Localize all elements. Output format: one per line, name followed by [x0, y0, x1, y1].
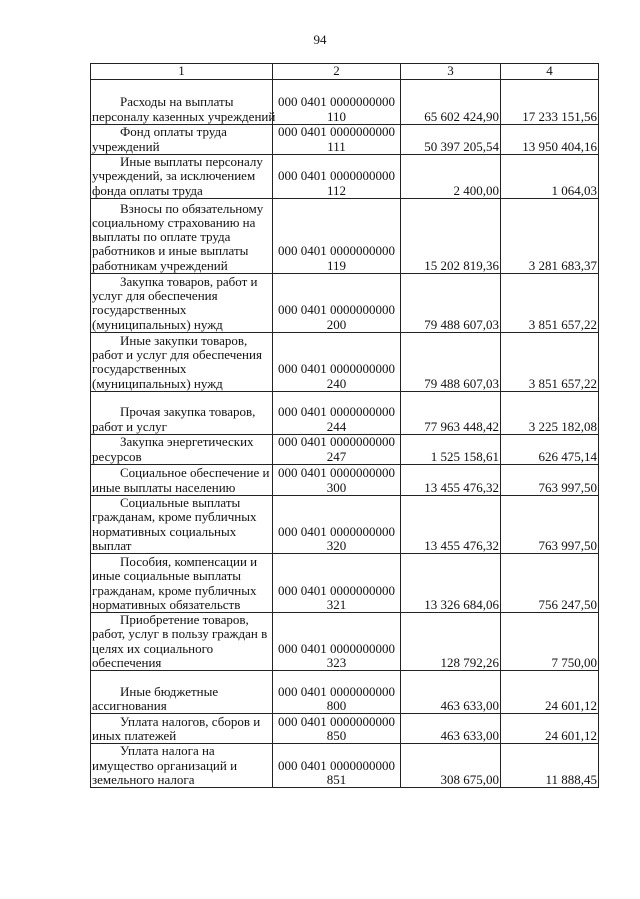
amount-column-3-cell: 79 488 607,03 — [401, 333, 501, 392]
expense-name-line: Приобретение товаров, — [120, 612, 249, 628]
expense-name-line: персоналу казенных учреждений — [92, 108, 276, 124]
expense-name-line: Прочая закупка товаров, — [120, 404, 256, 420]
budget-code-cell — [273, 199, 401, 274]
budget-code-line: 200 — [326, 316, 347, 332]
expense-name-line: Уплата налогов, сборов и — [120, 713, 261, 729]
expense-name-line: иные выплаты населению — [92, 479, 236, 495]
amount-column-3-cell: 13 455 476,32 — [401, 465, 501, 496]
expense-name-cell — [91, 496, 273, 554]
expense-name-line: обеспечения — [92, 655, 162, 671]
expense-name-line: нормативных социальных — [92, 523, 237, 539]
expense-name-line: Взносы по обязательному — [120, 200, 264, 216]
expense-name-line: ресурсов — [92, 448, 142, 464]
expense-name-cell — [91, 155, 273, 199]
budget-code-line: 000 0401 0000000000 — [278, 465, 395, 481]
expense-name-line: услуг для обеспечения — [92, 288, 218, 304]
expense-name-line: иные социальные выплаты — [92, 568, 242, 584]
budget-code-cell — [273, 155, 401, 199]
budget-code-line: 110 — [326, 108, 347, 124]
table-row — [91, 392, 599, 435]
expense-name-cell — [91, 554, 273, 613]
budget-code-line: 000 0401 0000000000 — [278, 94, 395, 110]
expense-name-line: гражданам, кроме публичных — [92, 509, 257, 525]
expense-name-line: (муниципальных) нужд — [92, 375, 223, 391]
expense-name-line: выплат — [92, 537, 132, 553]
table-row — [91, 744, 599, 788]
expense-name-line: социальному страхованию на — [92, 214, 256, 230]
budget-code-line: 000 0401 0000000000 — [278, 124, 395, 140]
expense-name-line: иных платежей — [92, 728, 177, 744]
amount-column-3-cell: 463 633,00 — [401, 714, 501, 744]
budget-code-line: 000 0401 0000000000 — [278, 361, 395, 377]
page-number: 94 — [313, 32, 327, 47]
amount-column-3-cell: 65 602 424,90 — [401, 80, 501, 125]
budget-code-line: 000 0401 0000000000 — [278, 243, 395, 259]
column-header: 4 — [501, 64, 599, 80]
budget-code-line: 119 — [326, 257, 347, 273]
expense-name-cell — [91, 435, 273, 465]
budget-code-cell — [273, 744, 401, 788]
budget-code-line: 000 0401 0000000000 — [278, 582, 395, 598]
table-row — [91, 80, 599, 125]
expense-name-line: работникам учреждений — [92, 257, 228, 273]
expense-name-line: Социальные выплаты — [120, 495, 241, 510]
expense-name-line: выплаты по оплате труда — [92, 229, 231, 245]
budget-code-cell — [273, 80, 401, 125]
table-row — [91, 465, 599, 496]
budget-code-line: 323 — [326, 655, 347, 671]
table-row — [91, 671, 599, 714]
expense-name-line: государственных — [92, 361, 187, 377]
table-row — [91, 274, 599, 333]
expense-name-line: имущество организаций и — [92, 757, 238, 773]
budget-code-line: 000 0401 0000000000 — [278, 523, 395, 539]
budget-code-cell — [273, 613, 401, 671]
expense-name-line: (муниципальных) нужд — [92, 316, 223, 332]
budget-code-line: 112 — [326, 182, 347, 198]
expense-name-cell — [91, 199, 273, 274]
budget-code-cell — [273, 392, 401, 435]
amount-column-4-cell: 763 997,50 — [501, 496, 599, 554]
budget-code-line: 000 0401 0000000000 — [278, 640, 395, 656]
budget-code-cell — [273, 671, 401, 714]
amount-column-3-cell: 79 488 607,03 — [401, 274, 501, 333]
amount-column-3-cell: 463 633,00 — [401, 671, 501, 714]
amount-column-4-cell: 11 888,45 — [501, 744, 599, 788]
table-row — [91, 714, 599, 744]
budget-code-line: 320 — [326, 537, 347, 553]
budget-code-line: 000 0401 0000000000 — [278, 757, 395, 773]
expense-name-line: учреждений, за исключением — [92, 168, 256, 184]
amount-column-4-cell: 763 997,50 — [501, 465, 599, 496]
budget-code-line: 321 — [326, 596, 347, 612]
table-row — [91, 554, 599, 613]
amount-column-3-cell: 2 400,00 — [401, 155, 501, 199]
expense-name-cell — [91, 714, 273, 744]
expense-name-line: целях их социального — [92, 640, 214, 656]
budget-code-cell — [273, 554, 401, 613]
amount-column-3-cell: 308 675,00 — [401, 744, 501, 788]
budget-code-line: 111 — [327, 138, 346, 154]
budget-code-cell — [273, 714, 401, 744]
table-row — [91, 155, 599, 199]
expense-name-line: государственных — [92, 302, 187, 318]
amount-column-4-cell: 24 601,12 — [501, 714, 599, 744]
amount-column-4-cell: 3 851 657,22 — [501, 333, 599, 392]
budget-code-line: 000 0401 0000000000 — [278, 404, 395, 420]
amount-column-3-cell: 77 963 448,42 — [401, 392, 501, 435]
budget-code-cell — [273, 435, 401, 465]
expense-name-line: Иные бюджетные — [120, 683, 219, 699]
expense-name-line: работников и иные выплаты — [92, 243, 249, 259]
expense-name-cell — [91, 80, 276, 125]
amount-column-4-cell: 3 851 657,22 — [501, 274, 599, 333]
budget-code-cell — [273, 333, 401, 392]
table-row — [91, 613, 599, 671]
column-header: 2 — [273, 64, 401, 80]
expense-name-line: гражданам, кроме публичных — [92, 582, 257, 598]
expense-name-cell — [91, 333, 273, 392]
budget-code-line: 800 — [326, 698, 347, 714]
expense-name-line: Иные выплаты персоналу — [120, 154, 263, 170]
expense-name-cell — [91, 671, 273, 714]
table-row — [91, 496, 599, 554]
budget-code-line: 000 0401 0000000000 — [278, 434, 395, 450]
table-row — [91, 435, 599, 465]
amount-column-4-cell: 13 950 404,16 — [501, 125, 599, 155]
expense-name-line: Закупка энергетических — [120, 434, 254, 450]
expense-name-line: земельного налога — [92, 771, 195, 787]
table-row — [91, 333, 599, 392]
expense-name-cell — [91, 465, 273, 496]
column-header: 3 — [401, 64, 501, 80]
budget-code-line: 000 0401 0000000000 — [278, 302, 395, 318]
expense-name-line: Закупка товаров, работ и — [120, 273, 258, 289]
budget-code-line: 300 — [326, 479, 347, 495]
amount-column-3-cell: 1 525 158,61 — [401, 435, 501, 465]
budget-code-line: 851 — [326, 771, 347, 787]
budget-table — [90, 63, 599, 788]
budget-code-line: 000 0401 0000000000 — [278, 713, 395, 729]
expense-name-line: нормативных обязательств — [92, 596, 241, 612]
budget-code-line: 000 0401 0000000000 — [278, 168, 395, 184]
budget-code-line: 850 — [326, 728, 347, 744]
table-header-row — [91, 64, 599, 80]
amount-column-4-cell: 1 064,03 — [501, 155, 599, 199]
expense-name-cell — [91, 125, 273, 155]
budget-table-body — [91, 64, 599, 788]
amount-column-4-cell: 626 475,14 — [501, 435, 599, 465]
expense-name-cell — [91, 392, 273, 435]
budget-code-cell — [273, 125, 401, 155]
expense-name-cell — [91, 744, 273, 788]
amount-column-3-cell: 13 455 476,32 — [401, 496, 501, 554]
expense-name-line: фонда оплаты труда — [92, 182, 203, 198]
amount-column-3-cell: 50 397 205,54 — [401, 125, 501, 155]
budget-code-cell — [273, 465, 401, 496]
expense-name-line: работ и услуг для обеспечения — [92, 347, 262, 363]
column-header: 1 — [91, 64, 273, 80]
budget-code-line: 000 0401 0000000000 — [278, 683, 395, 699]
expense-name-cell — [91, 274, 273, 333]
budget-code-line: 244 — [326, 418, 347, 434]
amount-column-4-cell: 3 225 182,08 — [501, 392, 599, 435]
expense-name-line: ассигнования — [92, 698, 167, 714]
expense-name-cell — [91, 613, 273, 671]
expense-name-line: Социальное обеспечение и — [120, 465, 270, 481]
expense-name-line: Иные закупки товаров, — [120, 332, 248, 348]
amount-column-4-cell: 17 233 151,56 — [501, 80, 599, 125]
table-row — [91, 125, 599, 155]
expense-name-line: Уплата налога на — [120, 743, 215, 759]
expense-name-line: Пособия, компенсации и — [120, 554, 258, 569]
amount-column-4-cell: 24 601,12 — [501, 671, 599, 714]
amount-column-4-cell: 756 247,50 — [501, 554, 599, 613]
amount-column-4-cell: 3 281 683,37 — [501, 199, 599, 274]
amount-column-3-cell: 128 792,26 — [401, 613, 501, 671]
budget-code-line: 240 — [326, 375, 347, 391]
amount-column-3-cell: 13 326 684,06 — [401, 554, 501, 613]
budget-code-line: 247 — [326, 448, 347, 464]
amount-column-4-cell: 7 750,00 — [501, 613, 599, 671]
table-row — [91, 199, 599, 274]
expense-name-line: учреждений — [92, 138, 160, 154]
expense-name-line: Фонд оплаты труда — [120, 124, 227, 140]
expense-name-line: работ и услуг — [92, 418, 167, 434]
amount-column-3-cell: 15 202 819,36 — [401, 199, 501, 274]
budget-code-cell — [273, 274, 401, 333]
expense-name-line: работ, услуг в пользу граждан в — [92, 626, 268, 642]
budget-code-cell — [273, 496, 401, 554]
expense-name-line: Расходы на выплаты — [120, 94, 234, 110]
